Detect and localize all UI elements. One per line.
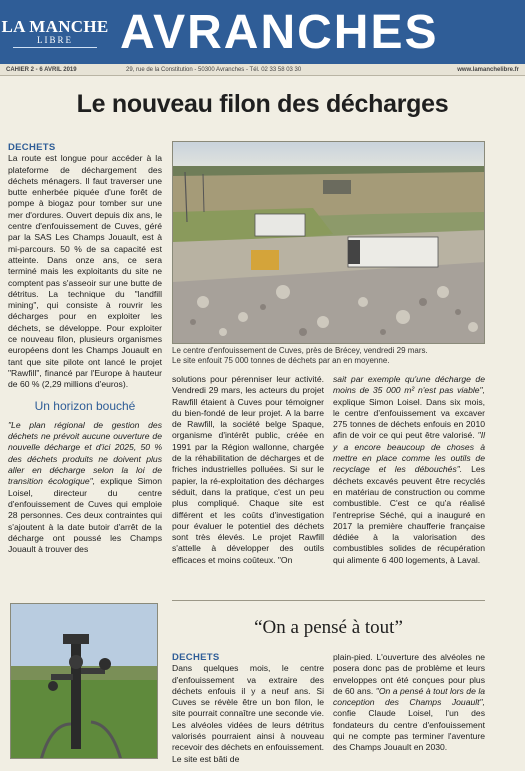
sidebar-paragraph-2-text: plain-pied. L'ouverture des alvéoles ne posera donc pas de problème et leurs enveloppes ont été conçues pour plus de 60 ans. <box>333 652 485 696</box>
sidebar-quote: "On a pensé à tout lors de la conception des Champs Jouault", <box>333 685 486 708</box>
article-paragraph-4 <box>333 374 485 566</box>
biogas-pump-image <box>11 604 158 759</box>
biogas-pump-photo <box>10 603 158 759</box>
city-title: AVRANCHES <box>120 5 439 59</box>
logo-line1: LA MANCHE <box>1 16 109 36</box>
article-subhead: Un horizon bouché <box>34 398 136 413</box>
masthead <box>0 0 525 64</box>
article-column-1 <box>8 142 162 556</box>
article-column-2 <box>172 374 324 567</box>
sidebar-column-2 <box>333 652 485 755</box>
website-url: www.lamanchelibre.fr <box>457 66 519 73</box>
newspaper-logo <box>0 0 110 64</box>
article-paragraph-3: solutions pour pérenniser leur activité. Vendredi 29 mars, les acteurs du projet Rawfill étaient à Cuves pour témoigner du bien-fondé de leur projet. A la barre de Rawfill, la société belge Spaque, organisme d'intérêt public, créée en 1991 par la Région wallonne, chargée de la réhabilitation de décharges et de friches industrielles polluées. Si sur le papier, la ré-exploitation des décharges séduit, dans la pratique, c'est un peu plus compliqué. Chaque site est différent et les coûts d'investigation pour évaluer le potentiel des déchets sont très élevés. Le projet Rawfill s'attelle à développer des outils efficaces et moins coûteux. "On <box>172 374 324 565</box>
article-kicker: DECHETS <box>8 142 56 153</box>
story-separator <box>172 600 485 601</box>
caption-line-2: Le site enfouit 75 000 tonnes de déchets par an en moyenne. <box>172 356 390 365</box>
landfill-photo <box>172 141 485 344</box>
sidebar-paragraph-3-text: confie Claude Loisel, l'un des fondateurs du centre d'enfouissement qui ne compte pas terminer l'aventure des Champs Jouault en 2030. <box>333 708 485 753</box>
article-paragraph-5-text: Les déchets excavés peuvent être recyclés en matériau de construction ou comme combustible. C'est ce qu'a réalisé l'entreprise Séché, qui a inauguré en 2017 la première chaufferie française dédiée à la valorisation des combustibles solides de récupération qui alimente 6 400 logements, à Laval. <box>333 464 485 565</box>
landfill-photo-image <box>173 142 485 344</box>
article-headline: Le nouveau filon des décharges <box>76 90 449 118</box>
article-quote-1: "Le plan régional de gestion des déchets ne prévoit aucune ouverture de nouvelle décharge et d'ici 2025, 50 % des déchets produits ne doivent plus aller en décharge selon la loi de transition écologique", <box>8 419 162 487</box>
article-paragraph-1: La route est longue pour accéder à la plateforme de déchargement des déchets ménagers. Il faut traverser une butte enherbée piquée d'une forêt de pompe à biogaz pour tomber sur une mer d'ordures. Ouvert depuis dix ans, le centre d'enfouissement de Cuves, géré par la SAS Les Champs Jouault, est à mi-parcours. 50 % de sa capacité est atteinte. Dans onze ans, ce sera terminé mais les exploitants du site ne comptent pas s'asseoir sur une butte de détritus. La technique du "landfill mining", qui consiste à rouvrir les décharges pour en exploiter les déchets, se développe. Pour exploiter ce nouveau filon, plusieurs organismes européens dont les Champs Jouault en tant que site pilote ont lancé le projet "Rawfill", financé par l'Europe à hauteur de 60 % (2,29 millions d'euros). <box>8 153 162 390</box>
article-paragraph-4-text: explique Simon Loisel. Dans six mois, le centre d'enfouissement va excaver 275 tonnes de déchets enfouis en 2010 afin de voir ce qui peut être valorisé. <box>333 396 485 441</box>
info-bar <box>0 64 525 76</box>
article-paragraph-2-text: explique Simon Loisel, directeur du centre d'enfouissement de Cuves qui emploie 28 personnes. Ces deux contraintes qui s'ajoutent à la date butoir d'arrêt de la décharge ont poussé les Champs Jouault à trouver des <box>8 476 162 555</box>
caption-line-1: Le centre d'enfouissement de Cuves, près de Brécey, vendredi 29 mars. <box>172 346 428 355</box>
office-address: 29, rue de la Constitution - 50300 Avranches - Tél. 02 33 58 03 30 <box>126 66 302 73</box>
photo-caption <box>172 346 485 366</box>
article-column-3 <box>333 374 485 567</box>
issue-date: CAHIER 2 - 6 AVRIL 2019 <box>6 66 77 73</box>
sidebar-paragraph-1: Dans quelques mois, le centre d'enfouissement va extraire des déchets enfouis il y a neuf ans. Si Cuves se révèle être un bon filon, le site pourrait connaître une seconde vie. Les alvéoles vidées de leurs détritus valorisés pourraient ainsi à nouveau recevoir des déchets en enfouissement. Le site est bâti de <box>172 663 324 764</box>
article-quote-2: sait par exemple qu'une décharge de moins de 35 000 m² n'est pas viable", <box>333 374 485 396</box>
article-quote-3: "Il y a encore beaucoup de choses à mettre en place comme les outils de recyclage et les débouchés". <box>333 430 485 475</box>
logo-rule <box>13 47 97 48</box>
logo-line2: LIBRE <box>37 34 73 45</box>
sidebar-paragraph-2 <box>333 652 485 754</box>
sidebar-kicker: DECHETS <box>172 652 220 663</box>
article-paragraph-2 <box>8 420 162 556</box>
sidebar-title: “On a pensé à tout” <box>254 617 403 638</box>
sidebar-column-1 <box>172 652 324 766</box>
